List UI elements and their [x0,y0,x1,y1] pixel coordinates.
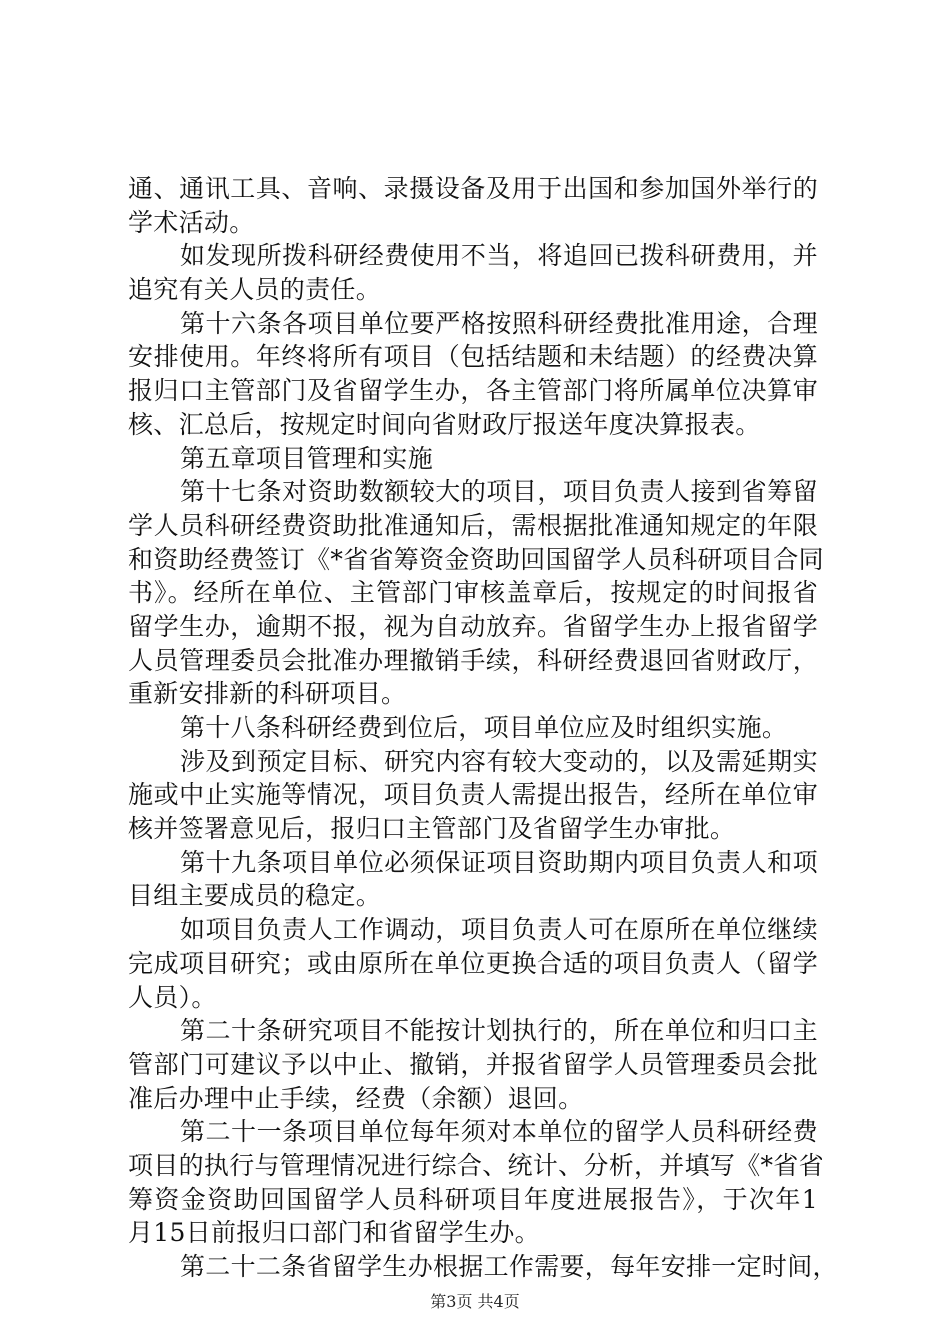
text-line: 追究有关人员的责任。 [128,275,382,305]
text-line: 安排使用。年终将所有项目（包括结题和未结题）的经费决算 [128,342,818,372]
text-line: 施或中止实施等情况，项目负责人需提出报告，经所在单位审 [128,780,818,810]
text-line: 涉及到预定目标、研究内容有较大变动的，以及需延期实 [180,746,818,776]
text-line: 报归口主管部门及省留学生办，各主管部门将所属单位决算审 [128,376,818,406]
text-line: 如项目负责人工作调动，项目负责人可在原所在单位继续 [180,915,818,945]
text-line: 人员管理委员会批准办理撤销手续，科研经费退回省财政厅， [128,645,818,675]
text-line: 第十八条科研经费到位后，项目单位应及时组织实施。 [180,713,788,742]
text-line: 项目的执行与管理情况进行综合、统计、分析，并填写《*省省 [128,1150,824,1180]
text-line: 书》。经所在单位、主管部门审核盖章后，按规定的时间报省 [128,578,818,608]
text-line: 留学生办，逾期不报，视为自动放弃。省留学生办上报省留学 [128,611,818,641]
text-line: 第十七条对资助数额较大的项目，项目负责人接到省筹留 [180,477,818,507]
text-line: 如发现所拨科研经费使用不当，将追回已拨科研费用，并 [180,241,818,271]
text-line: 人员）。 [128,982,217,1012]
text-line: 核、汇总后，按规定时间向省财政厅报送年度决算报表。 [128,409,761,439]
chapter-heading: 第五章项目管理和实施 [180,443,434,473]
text-line: 第二十条研究项目不能按计划执行的，所在单位和归口主 [180,1016,818,1046]
text-line: 目组主要成员的稳定。 [128,881,382,911]
document-body [128,172,838,1284]
text-line: 第十六条各项目单位要严格按照科研经费批准用途，合理 [180,308,818,338]
text-line: 完成项目研究；或由原所在单位更换合适的项目负责人（留学 [128,948,818,978]
text-line: 重新安排新的科研项目。 [128,679,407,709]
text-line: 学人员科研经费资助批准通知后，需根据批准通知规定的年限 [128,510,818,540]
text-line: 和资助经费签订《*省省筹资金资助回国留学人员科研项目合同 [128,544,824,574]
text-line: 核并签署意见后，报归口主管部门及省留学生办审批。 [128,814,736,844]
page-number-footer: 第3页 共4页 [430,1292,520,1311]
text-line: 准后办理中止手续，经费（余额）退回。 [128,1083,584,1113]
text-line: 第十九条项目单位必须保证项目资助期内项目负责人和项 [180,847,818,877]
text-line: 第二十二条省留学生办根据工作需要，每年安排一定时间， [180,1252,838,1281]
text-line: 学术活动。 [128,207,255,237]
text-line: 月15日前报归口部门和省留学生办。 [128,1218,540,1248]
text-line: 通、通讯工具、音响、录摄设备及用于出国和参加国外举行的 [128,174,818,203]
text-line: 管部门可建议予以中止、撤销，并报省留学人员管理委员会批 [128,1049,818,1079]
text-line: 筹资金资助回国留学人员科研项目年度进展报告》，于次年1 [128,1184,818,1214]
text-line: 第二十一条项目单位每年须对本单位的留学人员科研经费 [180,1117,818,1147]
